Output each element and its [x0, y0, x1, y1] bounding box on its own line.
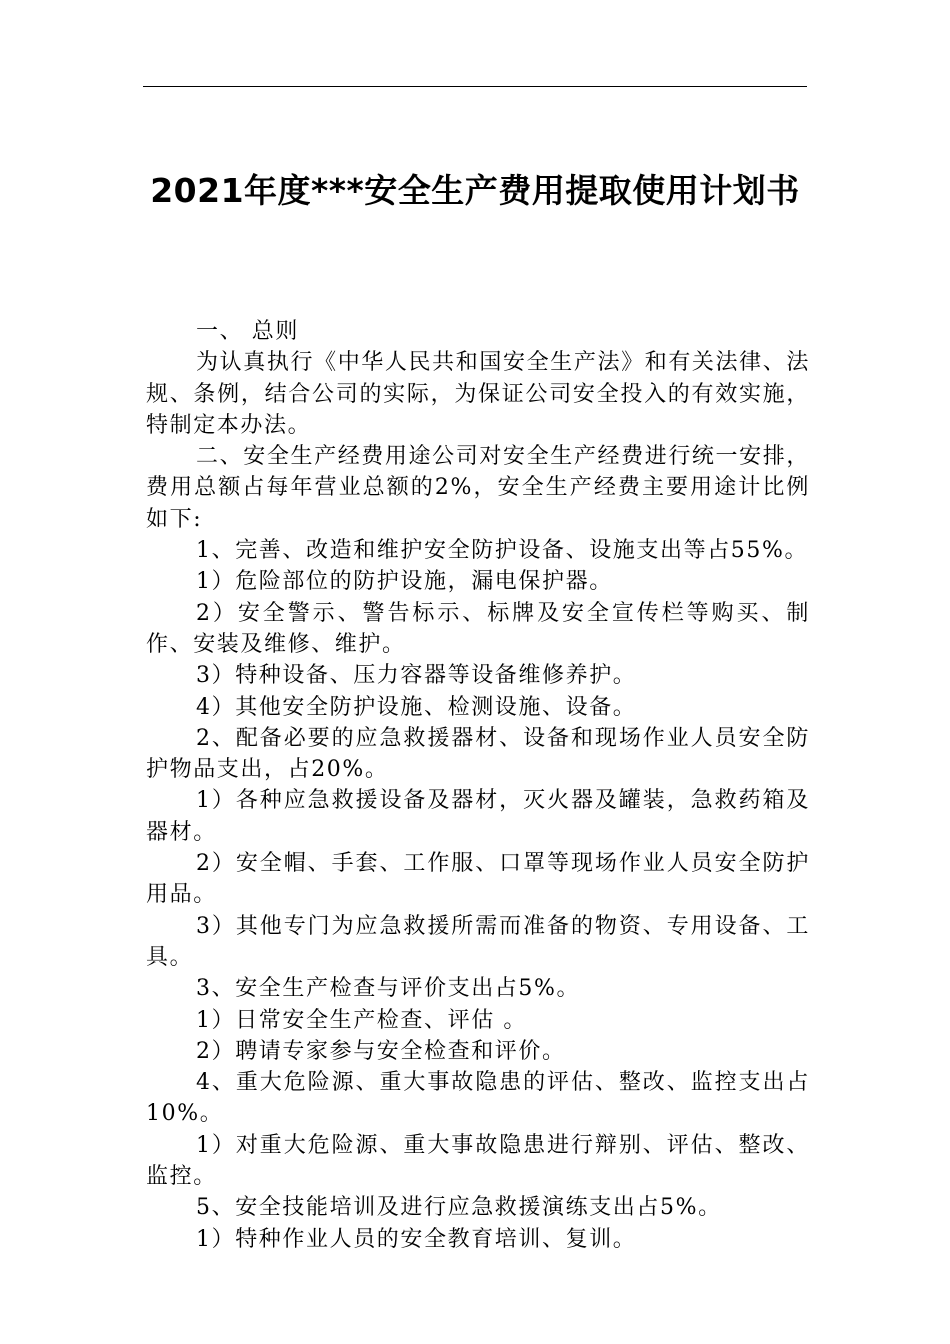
header-rule	[143, 86, 807, 87]
subitem-2-1: 1）各种应急救援设备及器材，灭火器及罐装，急救药箱及器材。	[146, 788, 810, 845]
document-title: 2021年度***安全生产费用提取使用计划书	[150, 171, 800, 210]
subitem-2-3: 3）其他专门为应急救援所需而准备的物资、专用设备、工具。	[146, 913, 810, 970]
item-2-emergency: 2、配备必要的应急救援器材、设备和现场作业人员安全防护物品支出，占20%。	[146, 725, 810, 783]
subitem-4-1: 1）对重大危险源、重大事故隐患进行辩别、评估、整改、监控。	[146, 1132, 810, 1190]
subitem-1-1: 1）危险部位的防护设施，漏电保护器。	[196, 569, 613, 595]
item-4-hazards: 4、重大危险源、重大事故隐患的评估、整改、监控支出占10%。	[146, 1070, 810, 1127]
section-heading-funding-use: 二、安全生产经费用途公司对安全生产经费进行统一安排，费用总额占每年营业总额的2%，安全生产经费主要用途计比例如下:	[146, 444, 810, 532]
subitem-1-4: 4）其他安全防护设施、检测设施、设备。	[196, 694, 637, 720]
document-body	[146, 316, 810, 1255]
item-1-facilities: 1、完善、改造和维护安全防护设备、设施支出等占55%。	[196, 538, 809, 564]
subitem-1-3: 3）特种设备、压力容器等设备维修养护。	[196, 663, 637, 689]
subitem-3-1: 1）日常安全生产检查、评估 。	[196, 1007, 527, 1033]
subitem-5-1: 1）特种作业人员的安全教育培训、复训。	[196, 1226, 637, 1252]
subitem-2-2: 2）安全帽、手套、工作服、口罩等现场作业人员安全防护用品。	[146, 851, 810, 908]
item-3-inspection: 3、安全生产检查与评价支出占5%。	[196, 976, 581, 1002]
subitem-1-2: 2）安全警示、警告标示、标牌及安全宣传栏等购买、制作、安装及维修、维护。	[146, 600, 810, 657]
subitem-3-2: 2）聘请专家参与安全检查和评价。	[196, 1038, 566, 1064]
item-5-training: 5、安全技能培训及进行应急救援演练支出占5%。	[196, 1195, 722, 1221]
section-heading-general: 一、 总则	[196, 319, 299, 344]
paragraph-purpose: 为认真执行《中华人民共和国安全生产法》和有关法律、法规、条例，结合公司的实际，为保证公司安全投入的有效实施，特制定本办法。	[146, 350, 810, 438]
